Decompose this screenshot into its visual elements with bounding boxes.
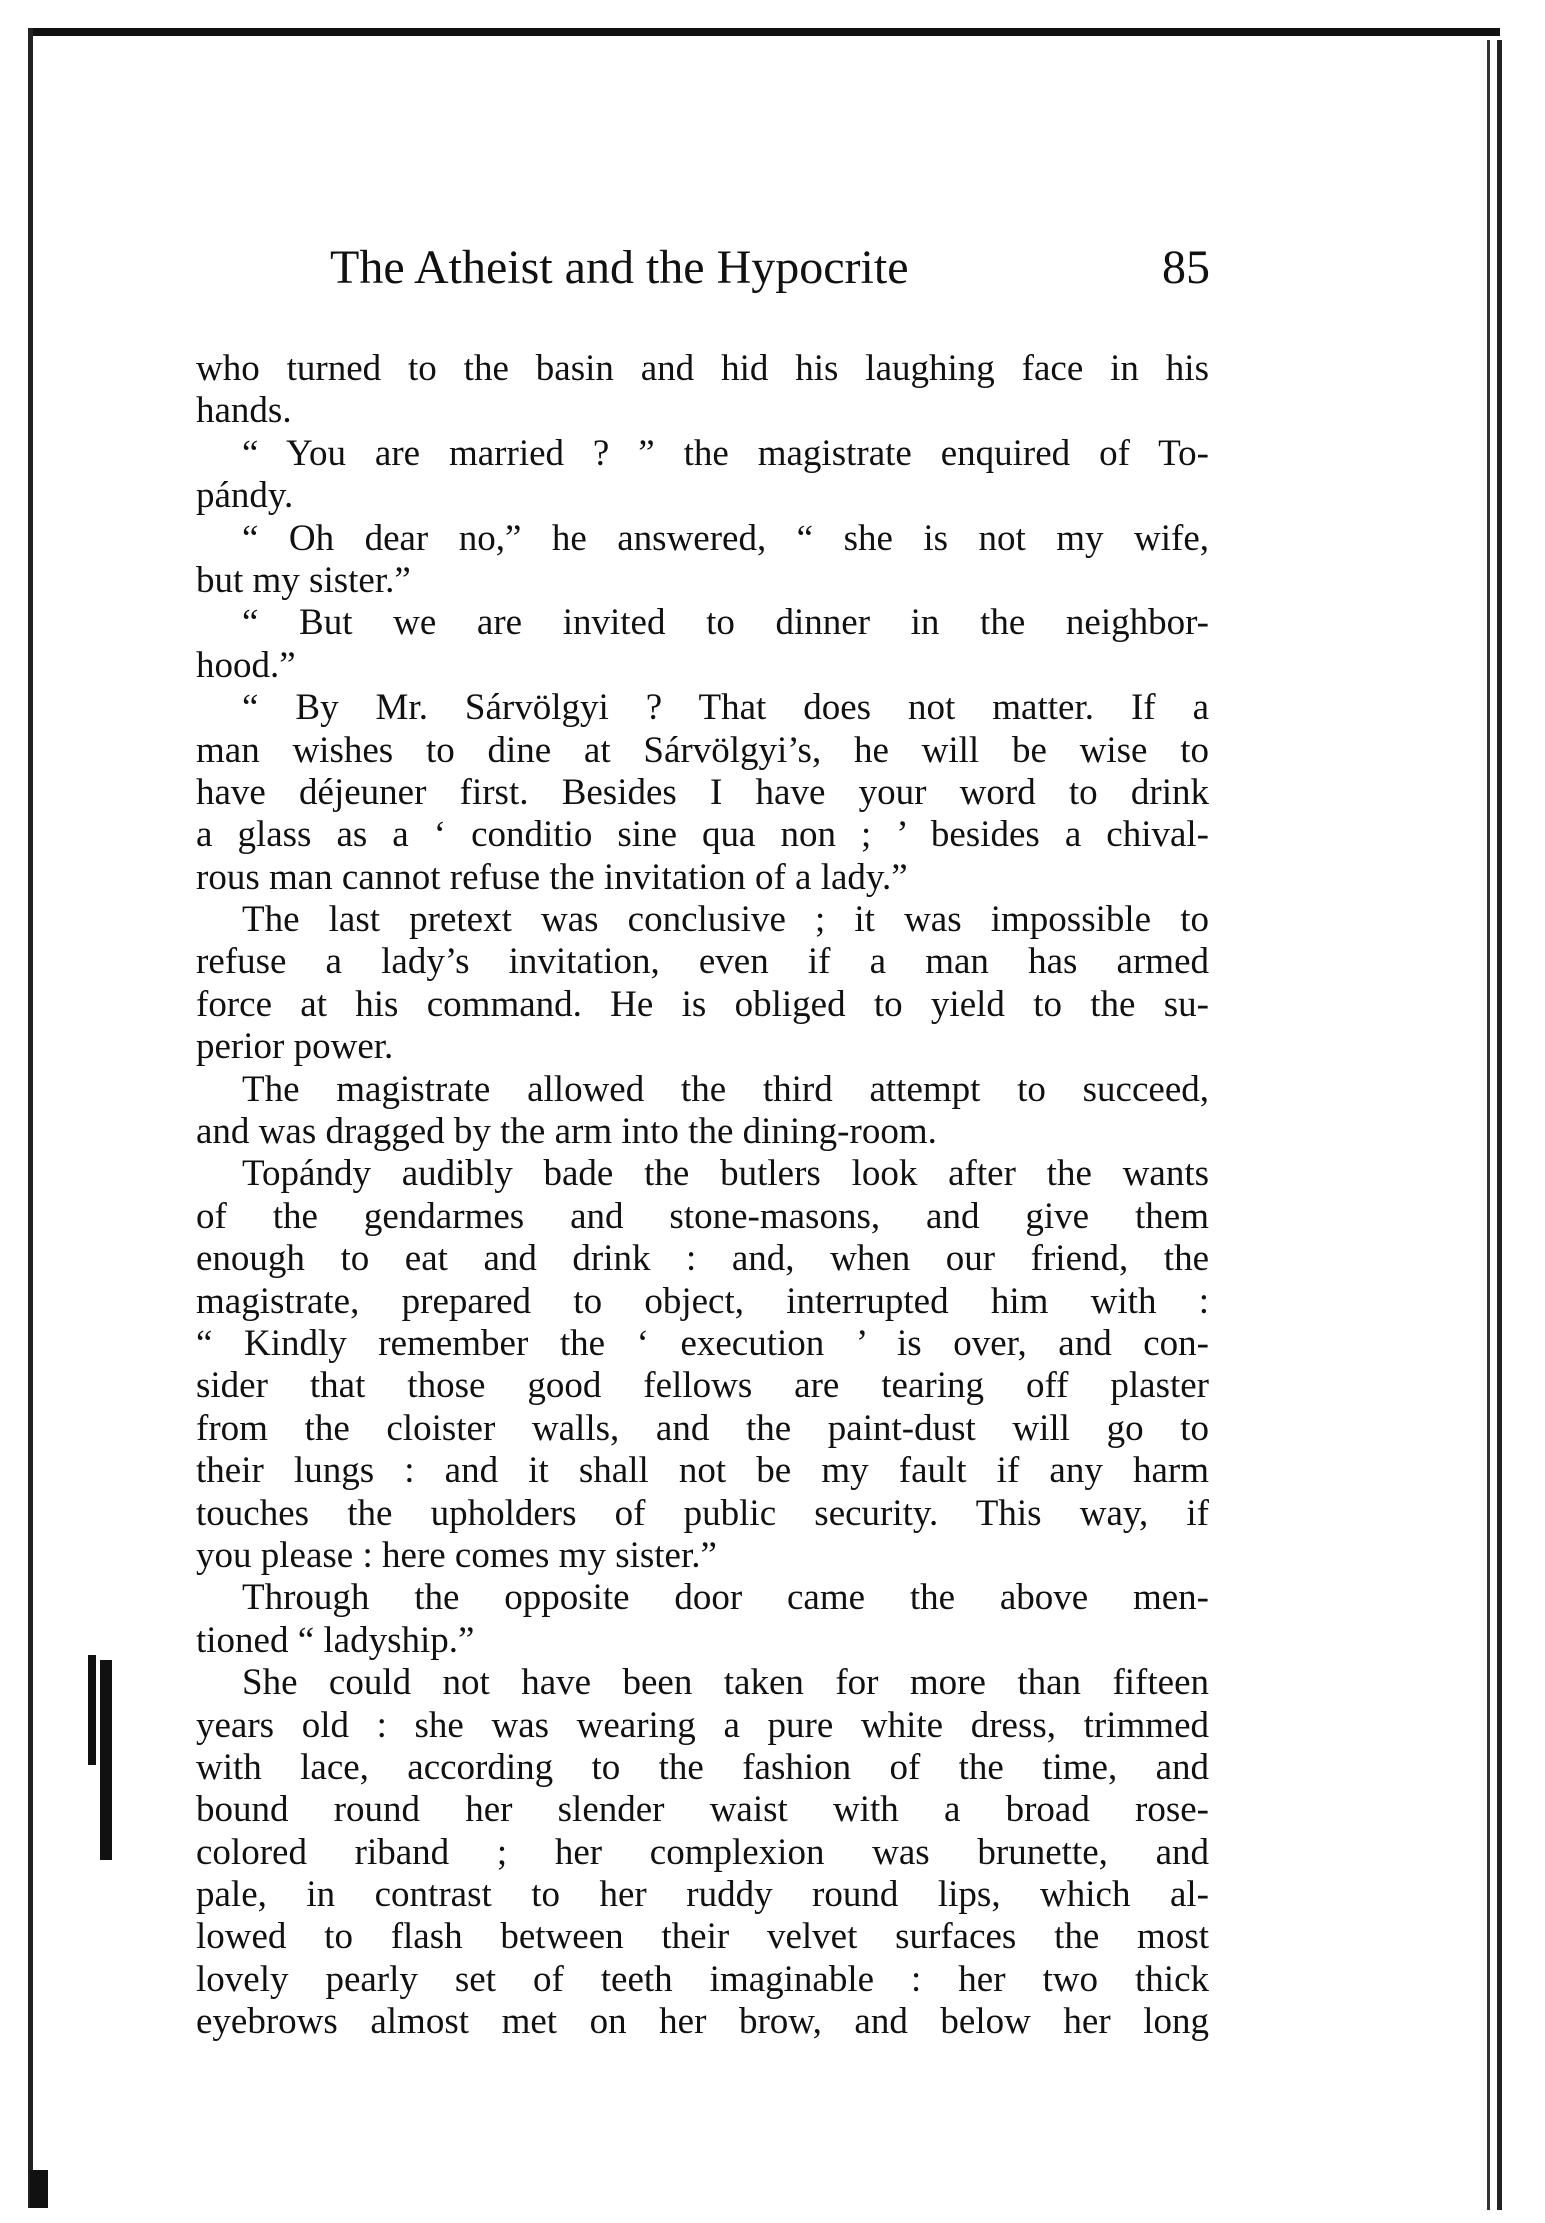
text-line: of the gendarmes and stone-masons, and give them [196,1195,1209,1237]
text-line: rous man cannot refuse the invitation of a lady.” [196,856,908,898]
text-line: eyebrows almost met on her brow, and below her long [196,2001,1209,2043]
scan-mark [88,1655,96,1765]
running-header [330,240,1210,300]
text-line: The last pretext was conclusive ; it was impossible to [242,899,1209,941]
page-border-top [30,28,1500,36]
text-line: man wishes to dine at Sárvölgyi’s, he will be wise to [196,729,1209,771]
text-line: hood.” [196,644,296,686]
body-text [196,348,1209,2044]
page-border-right-outer [1497,40,1502,2210]
text-line: “ By Mr. Sárvölgyi ? That does not matter. If a [242,687,1209,729]
text-line: Through the opposite door came the above men- [242,1577,1209,1619]
text-line: who turned to the basin and hid his laughing face in his [196,348,1209,389]
text-line: “ You are married ? ” the magistrate enquired of To- [242,432,1209,474]
text-line: Topándy audibly bade the butlers look after the wants [242,1153,1209,1195]
text-line: force at his command. He is obliged to yield to the su- [196,983,1209,1025]
page-number: 85 [1162,241,1210,294]
text-line: “ Kindly remember the ‘ execution ’ is over, and con- [196,1322,1209,1364]
text-line: She could not have been taken for more than fifteen [242,1662,1209,1704]
text-line: magistrate, prepared to object, interrupted him with : [196,1280,1209,1322]
text-line: “ Oh dear no,” he answered, “ she is not my wife, [242,517,1209,559]
running-title: The Atheist and the Hypocrite [330,241,909,294]
text-line: have déjeuner first. Besides I have your word to drink [196,771,1209,813]
page-border-right [1487,40,1490,2210]
text-line: but my sister.” [196,559,411,601]
text-line: “ But we are invited to dinner in the neighbor- [242,602,1209,644]
text-line: The magistrate allowed the third attempt to succeed, [242,1068,1209,1110]
text-line: a glass as a ‘ conditio sine qua non ; ’ besides a chival- [196,814,1209,856]
scan-mark [30,2170,48,2208]
text-line: with lace, according to the fashion of the time, and [196,1746,1209,1788]
text-line: hands. [196,390,292,432]
text-line: colored riband ; her complexion was brunette, and [196,1831,1209,1873]
text-line: their lungs : and it shall not be my fault if any harm [196,1450,1209,1492]
text-line: you please : here comes my sister.” [196,1534,717,1576]
page-border-left [28,28,33,2208]
text-line: lowed to flash between their velvet surfaces the most [196,1916,1209,1958]
text-line: touches the upholders of public security. This way, if [196,1492,1209,1534]
text-line: and was dragged by the arm into the dining-room. [196,1111,937,1153]
text-line: lovely pearly set of teeth imaginable : her two thick [196,1958,1209,2000]
text-line: sider that those good fellows are tearing off plaster [196,1365,1209,1407]
text-line: refuse a lady’s invitation, even if a man has armed [196,941,1209,983]
text-line: pale, in contrast to her ruddy round lips, which al- [196,1874,1209,1916]
text-line: tioned “ ladyship.” [196,1619,475,1661]
text-line: enough to eat and drink : and, when our friend, the [196,1238,1209,1280]
text-line: from the cloister walls, and the paint-dust will go to [196,1407,1209,1449]
text-line: perior power. [196,1026,394,1068]
text-line: years old : she was wearing a pure white dress, trimmed [196,1704,1209,1746]
text-line: bound round her slender waist with a broad rose- [196,1789,1209,1831]
text-line: pándy. [196,475,294,517]
scan-mark [100,1660,112,1860]
